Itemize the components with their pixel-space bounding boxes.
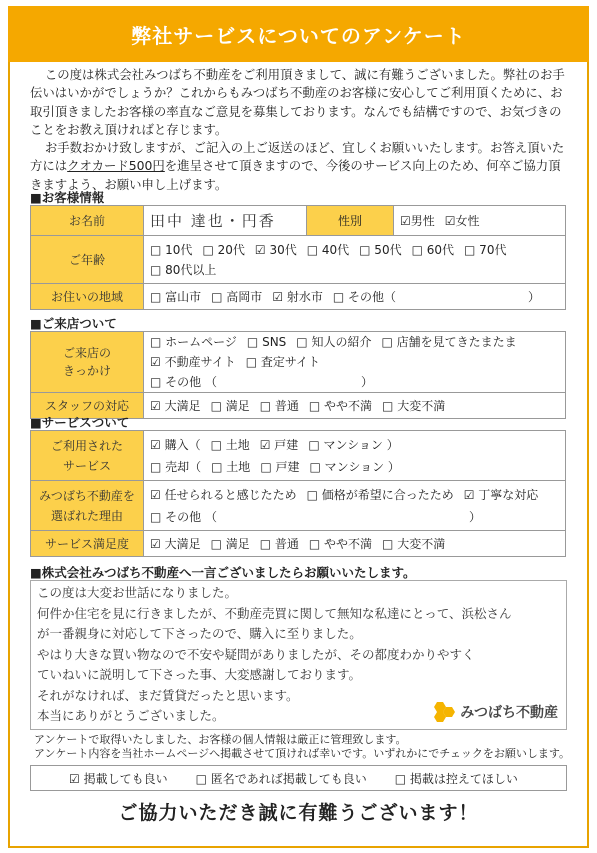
comment-box[interactable] bbox=[30, 580, 567, 730]
area-option-0[interactable]: □ 富山市 bbox=[150, 290, 202, 304]
service-table bbox=[30, 430, 566, 557]
trigger-label: ご来店の きっかけ bbox=[31, 332, 144, 393]
comment-line-5: それがなければ、まだ賃貸だったと思います。 bbox=[37, 687, 299, 703]
consent-options bbox=[30, 765, 567, 791]
staff-option-2[interactable]: □ 普通 bbox=[259, 399, 299, 413]
comment-line-1: 何件か住宅を見に行きましたが、不動産売買に関して無知な私達にとって、浜松さん bbox=[37, 605, 512, 621]
satisfaction-option-0[interactable]: ☑ 大満足 bbox=[150, 537, 201, 551]
gender-label: 性別 bbox=[307, 206, 394, 236]
age-option-7[interactable]: □ 80代以上 bbox=[150, 262, 217, 277]
staff-option-1[interactable]: □ 満足 bbox=[210, 399, 250, 413]
comment-line-0: この度は大変お世話になりました。 bbox=[37, 585, 238, 600]
intro-text bbox=[30, 66, 570, 194]
name-label: お名前 bbox=[31, 206, 144, 236]
intro-p2-start: お手数おかけ致しますが、ご記入の上ご返送のほど、宜しくお願いいたします。お答え頂いた方には bbox=[30, 140, 565, 174]
satisfaction-label: サービス満足度 bbox=[31, 531, 144, 557]
trigger-option-0[interactable]: □ ホームページ bbox=[150, 335, 237, 349]
staff-option-4[interactable]: □ 大変不満 bbox=[382, 399, 446, 413]
footnote-line-1: アンケートで取得いたしました、お客様の個人情報は厳正に管理致します。 bbox=[34, 733, 407, 746]
used-sell-option-2[interactable]: □ 戸建 bbox=[260, 459, 300, 474]
used-buy-option-3[interactable]: □ マンション ） bbox=[308, 437, 399, 452]
staff-options bbox=[144, 393, 566, 419]
thanks-message: ご協力いただき誠に有難うございます！ bbox=[118, 802, 479, 824]
consent-option-1[interactable]: □ 匿名であれば掲載しても良い bbox=[195, 771, 367, 786]
intro-paragraph-2 bbox=[30, 139, 570, 194]
comment-line-2: が一番親身に対応して下さったので、購入に至りました。 bbox=[37, 626, 362, 641]
name-field[interactable] bbox=[144, 206, 307, 236]
reason-options bbox=[144, 481, 566, 531]
age-option-4[interactable]: □ 50代 bbox=[359, 242, 402, 257]
comments-heading: ■株式会社みつばち不動産へ一言ございましたらお願いいたします。 bbox=[30, 565, 416, 580]
age-option-3[interactable]: □ 40代 bbox=[306, 242, 350, 257]
customer-heading: ■お客様情報 bbox=[30, 190, 105, 205]
satisfaction-option-3[interactable]: □ やや不満 bbox=[308, 537, 373, 551]
age-options bbox=[144, 236, 566, 284]
trigger-option-2[interactable]: □ 知人の紹介 bbox=[296, 335, 372, 349]
visit-heading: ■ご来店ついて bbox=[30, 316, 117, 331]
satisfaction-option-4[interactable]: □ 大変不満 bbox=[382, 537, 446, 551]
used-options bbox=[144, 431, 566, 481]
used-buy-option-2[interactable]: ☑ 戸建 bbox=[259, 437, 299, 452]
footnote bbox=[34, 733, 570, 760]
reason-option-1[interactable]: □ 価格が希望に合ったため bbox=[306, 487, 454, 502]
gender-male[interactable]: ☑男性 bbox=[400, 214, 435, 228]
age-label: ご年齢 bbox=[31, 236, 144, 284]
intro-p2-end: を進呈させて頂きますので、今後のサービス向上のため、何卒ご協力頂きますよう、お願い申し上げます。 bbox=[30, 158, 561, 192]
reason-option-0[interactable]: ☑ 任せられると感じたため bbox=[150, 487, 297, 502]
reason-option-3[interactable]: □ その他 （ ） bbox=[150, 509, 481, 524]
satisfaction-option-2[interactable]: □ 普通 bbox=[259, 537, 299, 551]
age-option-2[interactable]: ☑ 30代 bbox=[254, 242, 297, 257]
area-options bbox=[144, 284, 566, 310]
consent-option-2[interactable]: □ 掲載は控えてほしい bbox=[394, 771, 518, 786]
age-option-6[interactable]: □ 70代 bbox=[464, 242, 507, 257]
trigger-options bbox=[144, 332, 566, 393]
reason-option-2[interactable]: ☑ 丁寧な対応 bbox=[463, 487, 539, 502]
age-option-1[interactable]: □ 20代 bbox=[202, 242, 245, 257]
age-option-5[interactable]: □ 60代 bbox=[411, 242, 455, 257]
used-sell-option-1[interactable]: □ 土地 bbox=[211, 459, 251, 474]
used-buy-option-0[interactable]: ☑ 購入（ bbox=[150, 437, 201, 452]
gender-female[interactable]: ☑女性 bbox=[444, 214, 480, 228]
area-option-1[interactable]: □ 高岡市 bbox=[211, 290, 263, 304]
customer-table bbox=[30, 205, 566, 310]
comment-line-4: ていねいに説明して下さった事、大変感謝しております。 bbox=[37, 667, 362, 682]
visit-table bbox=[30, 331, 566, 419]
gender-options bbox=[394, 206, 566, 236]
used-buy-option-1[interactable]: □ 土地 bbox=[210, 437, 250, 452]
used-label: ご利用された サービス bbox=[31, 431, 144, 481]
used-sell-option-0[interactable]: □ 売却（ bbox=[150, 459, 202, 474]
footnote-line-2: アンケート内容を当社ホームページへ掲載させて頂ければ幸いです。いずれかにでチェックをお願いします。 bbox=[34, 746, 571, 760]
intro-paragraph-1: この度は株式会社みつばち不動産をご利用頂きまして、誠に有難うございました。弊社のお手伝いはいかがでしょうか？これからもみつばち不動産のお客様に安心してご利用頂くために、お取引頂きましたお客様の率直なご意見を募集しております。なんでも結構ですので、お気づきのことをお教え頂ければと存じます。 bbox=[30, 67, 565, 137]
comment-line-3: やはり大きな買い物なので不安や疑問がありましたが、その都度わかりやすく bbox=[37, 646, 475, 662]
area-label: お住いの地域 bbox=[31, 284, 144, 310]
staff-option-0[interactable]: ☑ 大満足 bbox=[150, 399, 201, 413]
trigger-option-1[interactable]: □ SNS bbox=[246, 335, 287, 349]
name-value: 田中 達也・円香 bbox=[150, 212, 276, 230]
quo-card-text: クオカード500円 bbox=[67, 158, 165, 174]
used-sell-option-3[interactable]: □ マンション ） bbox=[309, 459, 400, 474]
survey-title: 弊社サービスについてのアンケート bbox=[8, 6, 589, 62]
area-option-2[interactable]: ☑ 射水市 bbox=[272, 290, 323, 304]
comment-line-6: 本当にありがとうございました。 bbox=[37, 708, 225, 723]
trigger-option-4[interactable]: ☑ 不動産サイト bbox=[150, 355, 236, 369]
company-logo bbox=[430, 701, 558, 723]
service-heading: ■サービスついて bbox=[30, 415, 130, 430]
area-option-3[interactable]: □ その他（ ） bbox=[332, 290, 541, 304]
trigger-option-3[interactable]: □ 店舗を見てきたまたま bbox=[381, 335, 517, 349]
staff-option-3[interactable]: □ やや不満 bbox=[308, 399, 373, 413]
honeycomb-icon bbox=[430, 701, 456, 723]
reason-label: みつばち不動産を 選ばれた理由 bbox=[31, 481, 144, 531]
satisfaction-option-1[interactable]: □ 満足 bbox=[210, 537, 250, 551]
logo-text: みつばち不動産 bbox=[460, 705, 558, 721]
age-option-0[interactable]: □ 10代 bbox=[150, 242, 193, 257]
trigger-option-6[interactable]: □ その他 （ ） bbox=[150, 375, 373, 389]
satisfaction-options bbox=[144, 531, 566, 557]
consent-option-0[interactable]: ☑ 掲載しても良い bbox=[69, 771, 168, 786]
trigger-option-5[interactable]: □ 査定サイト bbox=[245, 355, 321, 369]
staff-label: スタッフの対応 bbox=[31, 393, 144, 419]
